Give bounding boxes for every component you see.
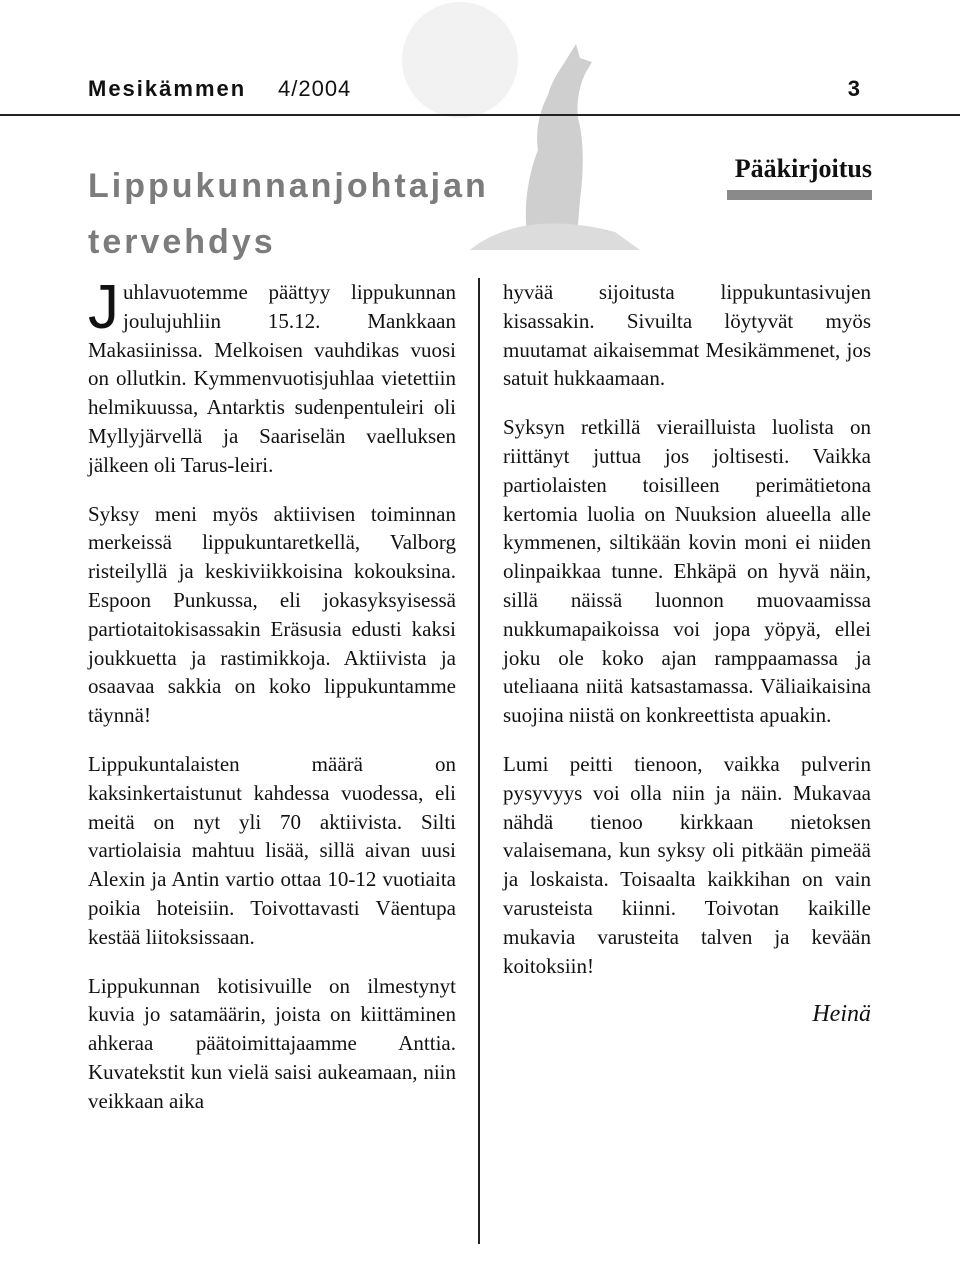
left-column bbox=[88, 273, 456, 1136]
paragraph: Lippukunnan kotisivuille on ilmestynyt kuvia jo satamäärin, joista on kiittäminen ahkeraa päätoimittajaamme Anttia. Kuvatekstit kun vielä saisi aukeamaan, niin veikkaan aika bbox=[88, 973, 456, 1113]
drop-cap: J bbox=[88, 273, 119, 342]
right-column bbox=[503, 278, 871, 1029]
section-label: Pääkirjoitus bbox=[734, 154, 872, 183]
paragraph: Lippukuntalaisten määrä on kaksinkertaistunut kahdessa vuodessa, eli meitä on nyt yli 70 aktiivista. Silti vartiolaisia mahtuu lisää, sillä aivan uusi Alexin ja Antin vartio ottaa 10-12 vuotiaita poikia hoteisiin. Toivottavasti Väentupa kestää liitoksissaan. bbox=[88, 751, 456, 949]
section-underline-bar bbox=[727, 190, 872, 200]
column-divider bbox=[478, 278, 480, 1244]
header-rule bbox=[0, 114, 960, 116]
paragraph: Syksyn retkillä vierailluista luolista on riittänyt juttua jos joltisesti. Vaikka partiolaisten toisilleen perimätietona kertomia luolia on Nuuksion alueella alle kymmenen, siltikään kovin moni ei niiden olinpaikkaa tunne. Ehkäpä on hyvä näin, sillä näissä luonnon muovaamissa nukkumapaikoissa voi jopa yöpyä, ellei joku ole koko ajan ramppaamassa ja uteliaana niitä katsastamassa. Väliaikaisina suojina niistä on konkreettista apuakin. bbox=[503, 415, 871, 728]
paragraph-text: uhlavuotemme päättyy lippukunnan joulujuhliin 15.12. Mankkaan Makasiinissa. Melkoisen vauhdikas vuosi on ollutkin. Kymmenvuotisjuhlaa vietettiin helmikuussa, Antarktis sudenpentuleiri oli Myllyjärvellä ja Saariselän vaelluksen jälkeen oli Tarus-leiri. bbox=[88, 280, 456, 477]
article-title: Lippukunnanjohtajan tervehdys bbox=[88, 167, 489, 261]
author-signature: Heinä bbox=[812, 1001, 871, 1028]
paragraph: Syksy meni myös aktiivisen toiminnan merkeissä lippukuntaretkellä, Valborg risteilyllä ja keskiviikkoisina kokouksina. Espoon Punkussa, eli jokasyksyisessä partiotaitokisassakin Eräsusia edusti kaksi joukkuetta ja rastimikkoja. Aktiivista ja osaavaa sakkia on koko lippukuntamme täynnä! bbox=[88, 501, 456, 728]
paragraph: hyvää sijoitusta lippukuntasivujen kisassakin. Sivuilta löytyvät myös muutamat aikaisemmat Mesikämmenet, jos satuit hukkaamaan. bbox=[503, 280, 871, 391]
paragraph bbox=[88, 273, 456, 480]
paragraph: Lumi peitti tienoon, vaikka pulverin pysyvyys voi olla niin ja näin. Mukavaa nähdä tienoo kirkkaan nietoksen valaisemana, kun syksy oli pitkään pimeää ja loskaista. Toisaalta kaikkihan on vain varusteista kiinni. Toivotan kaikille mukavia varusteita talven ja kevään koitoksiin! bbox=[503, 751, 871, 978]
page-number: 3 bbox=[847, 76, 860, 101]
magazine-name: Mesikämmen bbox=[88, 76, 247, 101]
issue-number: 4/2004 bbox=[278, 76, 352, 101]
